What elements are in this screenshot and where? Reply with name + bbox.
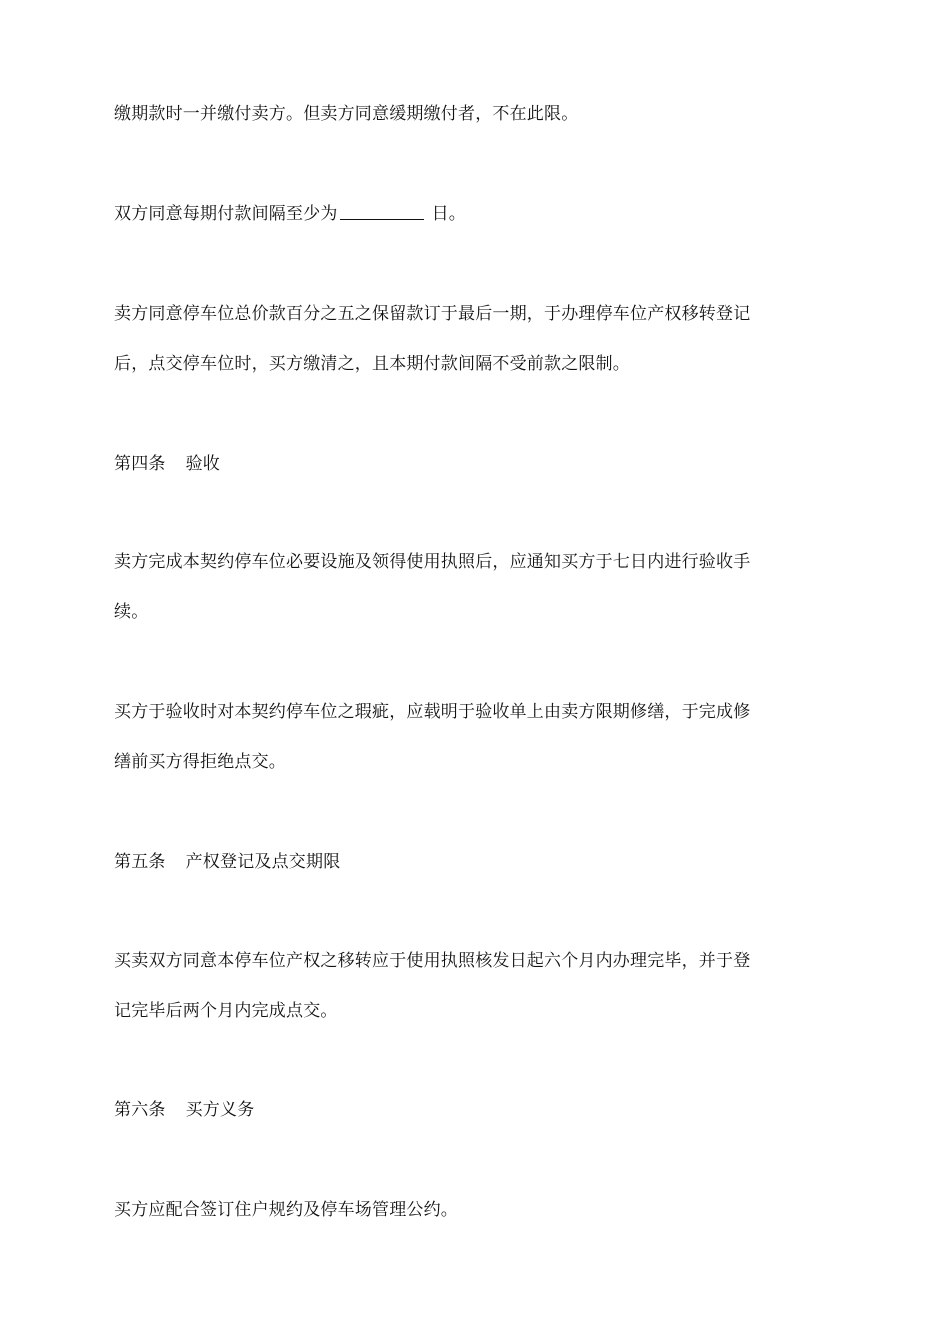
paragraph-line: 续。 bbox=[114, 602, 149, 622]
interval-prefix: 双方同意每期付款间隔至少为 bbox=[114, 204, 338, 224]
paragraph-line: 卖方完成本契约停车位必要设施及领得使用执照后，应通知买方于七日内进行验收手 bbox=[114, 552, 751, 572]
paragraph-line: 买方于验收时对本契约停车位之瑕疵，应载明于验收单上由卖方限期修缮，于完成修 bbox=[114, 702, 751, 722]
paragraph-line: 缮前买方得拒绝点交。 bbox=[114, 752, 286, 772]
article-heading bbox=[114, 451, 844, 477]
article-title: 验收 bbox=[185, 454, 221, 474]
article-title: 产权登记及点交期限 bbox=[185, 852, 341, 872]
paragraph-line: 缴期款时一并缴付卖方。但卖方同意缓期缴付者，不在此限。 bbox=[114, 104, 579, 124]
paragraph-line: 卖方同意停车位总价款百分之五之保留款订于最后一期，于办理停车位产权移转登记 bbox=[114, 304, 751, 324]
article-heading bbox=[114, 849, 844, 875]
article-number: 第五条 bbox=[114, 852, 166, 872]
paragraph-line: 记完毕后两个月内完成点交。 bbox=[114, 1001, 338, 1021]
article-number: 第六条 bbox=[114, 1100, 166, 1120]
article-number: 第四条 bbox=[114, 454, 166, 474]
article-heading bbox=[114, 1097, 844, 1123]
paragraph-line: 买方应配合签订住户规约及停车场管理公约。 bbox=[114, 1200, 458, 1220]
interval-suffix: 日。 bbox=[431, 204, 467, 224]
paragraph-line: 买卖双方同意本停车位产权之移转应于使用执照核发日起六个月内办理完毕，并于登 bbox=[114, 951, 751, 971]
paragraph-line: 后，点交停车位时，买方缴清之，且本期付款间隔不受前款之限制。 bbox=[114, 354, 630, 374]
fill-in-blank[interactable] bbox=[340, 203, 424, 220]
payment-interval-line bbox=[114, 201, 844, 227]
article-title: 买方义务 bbox=[185, 1100, 255, 1120]
